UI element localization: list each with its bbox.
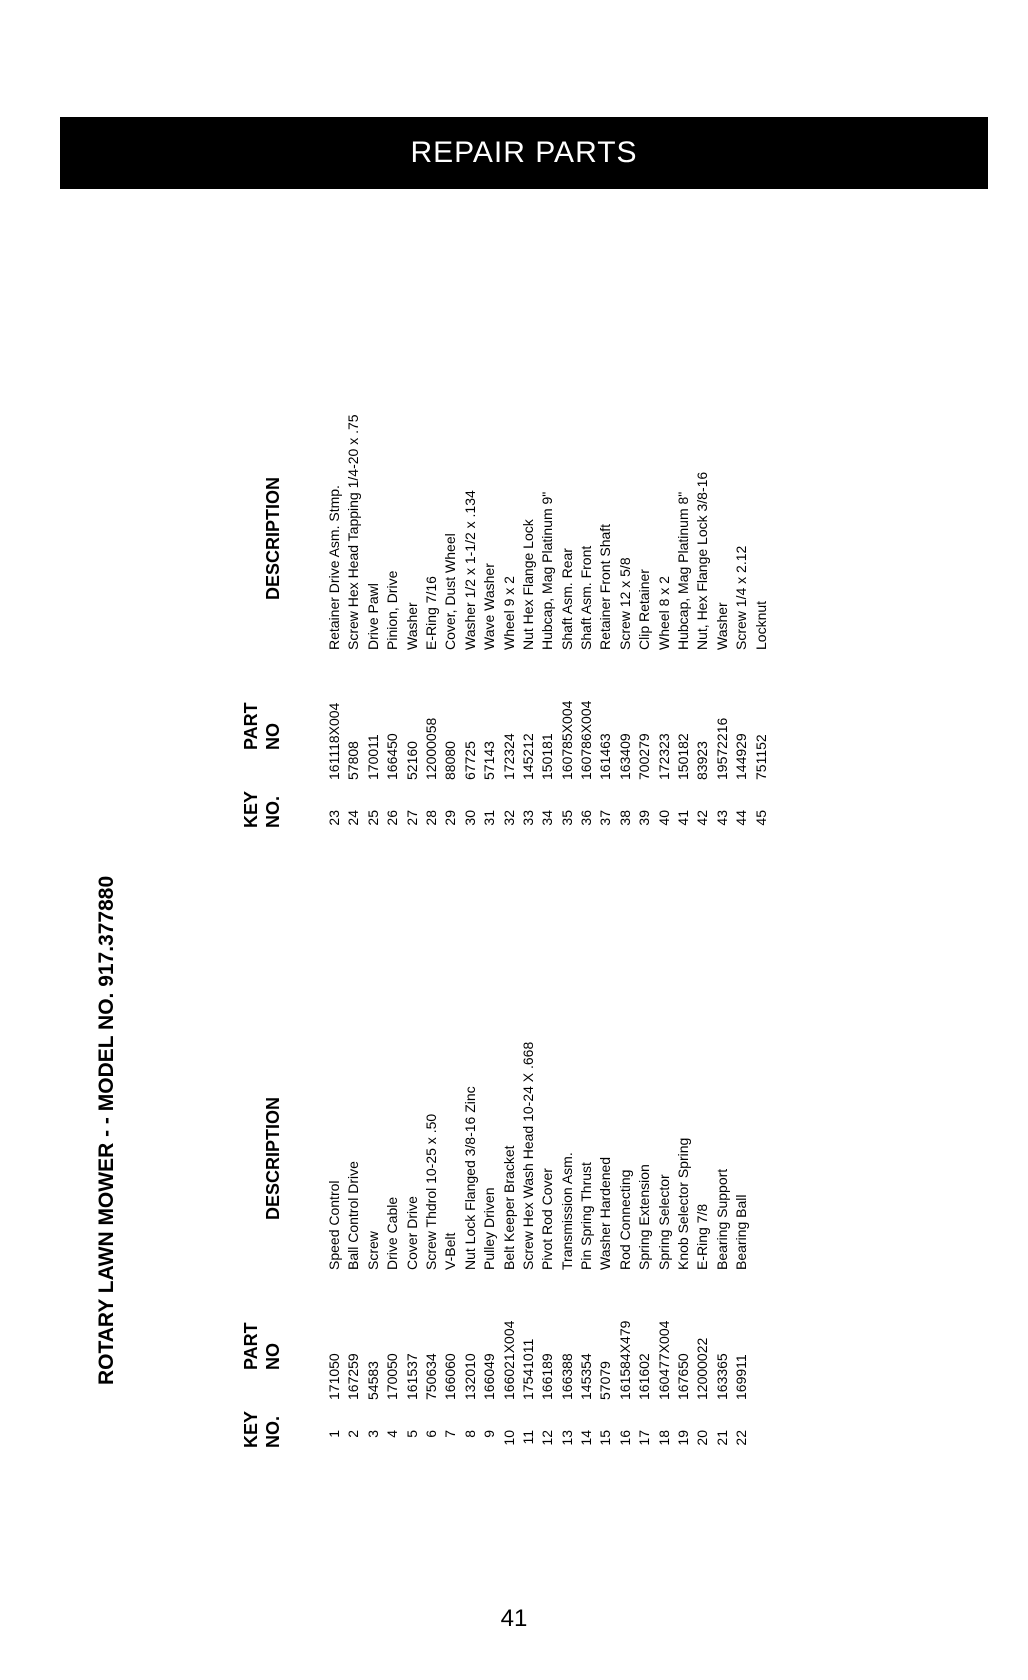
repair-parts-banner: REPAIR PARTS [60,117,988,189]
description-cell: Screw Thdrol 10-25 x .50 [422,1113,439,1270]
table-row [596,230,615,830]
key-cell: 15 [597,1430,614,1446]
part-number-cell: 166450 [384,733,401,780]
table-row [693,230,712,830]
key-cell: 24 [345,810,362,826]
key-cell: 11 [519,1430,536,1445]
description-cell: Wheel 9 x 2 [500,576,517,650]
part-number-cell: 57143 [481,741,498,780]
table-row [635,850,654,1450]
key-cell: 14 [578,1430,595,1446]
description-cell: Cover Drive [403,1196,420,1270]
key-cell: 34 [539,810,556,826]
part-number-cell: 751152 [752,734,769,780]
table-row [383,850,402,1450]
part-number-cell: 57079 [597,1361,614,1400]
description-cell: Rod Connecting [616,1169,633,1270]
description-cell: Retainer Front Shaft [597,523,614,650]
part-number-cell: 19572216 [713,717,730,780]
table-row [577,850,596,1450]
description-cell: Nut Hex Flange Lock [519,519,536,650]
part-number-cell: 163365 [713,1353,730,1400]
table-row [635,230,654,830]
table-row [422,850,441,1450]
part-number-cell: 83923 [694,741,711,780]
part-number-cell: 160785X004 [558,700,575,780]
description-cell: Bearing Support [713,1168,730,1270]
table-row [364,230,383,830]
description-cell: Washer [713,602,730,650]
table-row [655,850,674,1450]
table-row [674,850,693,1450]
table-row [480,230,499,830]
key-cell: 36 [578,810,595,826]
key-cell: 44 [733,810,750,826]
table-row [403,850,422,1450]
table-row [616,850,635,1450]
table-row [500,850,519,1450]
key-cell: 19 [675,1430,692,1446]
key-cell: 18 [655,1430,672,1446]
key-cell: 16 [616,1430,633,1446]
key-cell: 41 [675,810,692,826]
key-cell: 26 [384,810,401,826]
description-cell: Retainer Drive Asm. Stmp. [326,485,342,650]
description-cell: Pin Spring Thrust [578,1162,595,1270]
part-number-cell: 166388 [558,1353,575,1400]
description-cell: Washer Hardened [597,1156,614,1270]
part-number-cell: 145354 [578,1353,595,1400]
description-cell: Belt Keeper Bracket [500,1145,517,1270]
part-number-cell: 166060 [442,1353,459,1400]
table-row [461,850,480,1450]
part-number-cell: 160786X004 [578,700,595,780]
table-row [713,230,732,830]
header-part-1: PART [241,702,261,750]
table-row [500,230,519,830]
header-description: DESCRIPTION [263,476,283,600]
page-title: ROTARY LAWN MOWER - - MODEL NO. 917.377880 [95,875,118,1385]
rotated-parts-list [80,280,800,1480]
key-cell: 29 [442,810,459,826]
description-cell: E-Ring 7/8 [694,1203,711,1270]
description-cell: Speed Control [326,1180,342,1270]
part-number-cell: 161602 [636,1353,653,1400]
header-description: DESCRIPTION [263,1096,283,1220]
part-number-cell: 750634 [422,1353,439,1400]
description-cell: Screw Hex Wash Head 10-24 X .668 [519,1041,536,1270]
part-number-cell: 166021X004 [500,1320,517,1400]
table-row [577,230,596,830]
key-cell: 4 [384,1430,401,1438]
key-cell: 12 [539,1430,556,1446]
parts-rows-right [325,230,771,830]
table-row [519,230,538,830]
description-cell: Screw 12 x 5/8 [616,557,633,650]
description-cell: Locknut [752,600,769,650]
description-cell: Clip Retainer [636,569,653,650]
table-row [344,230,363,830]
key-cell: 38 [616,810,633,826]
key-cell: 37 [597,810,614,826]
key-cell: 17 [636,1430,653,1446]
header-key-2: NO. [263,795,283,828]
table-row [344,850,363,1450]
key-cell: 27 [403,810,420,826]
table-row [538,850,557,1450]
description-cell: Drive Pawl [364,583,381,650]
description-cell: Nut, Hex Flange Lock 3/8-16 [694,471,711,650]
header-key-1: KEY [241,790,261,828]
table-row [558,850,577,1450]
header-part-2: NO [263,1343,283,1370]
description-cell: Shaft Asm. Front [578,545,595,650]
key-cell: 8 [461,1430,478,1438]
key-cell: 43 [713,810,730,826]
key-cell: 45 [752,810,769,826]
part-number-cell: 700279 [636,733,653,780]
table-row [519,850,538,1450]
part-number-cell: 163409 [616,733,633,780]
key-cell: 28 [422,810,439,826]
table-row [596,850,615,1450]
part-number-cell: 167259 [345,1353,362,1400]
table-row [558,230,577,830]
key-cell: 30 [461,810,478,826]
key-cell: 10 [500,1430,517,1446]
table-row [480,850,499,1450]
part-number-cell: 161537 [403,1353,420,1400]
table-row [441,230,460,830]
key-cell: 1 [326,1430,342,1438]
key-cell: 23 [326,810,342,826]
part-number-cell: 144929 [733,733,750,780]
key-cell: 32 [500,810,517,826]
part-number-cell: 172323 [655,733,672,780]
parts-rows-left [325,850,752,1450]
part-number-cell: 170011 [364,734,381,780]
part-number-cell: 12000022 [694,1337,711,1400]
description-cell: Screw [364,1231,381,1270]
description-cell: Pinion, Drive [384,570,401,650]
description-cell: Bearing Ball [733,1194,750,1270]
description-cell: Washer [403,602,420,650]
table-row [403,230,422,830]
part-number-cell: 145212 [519,733,536,780]
part-number-cell: 161584X479 [616,1320,633,1400]
description-cell: Drive Cable [384,1196,401,1270]
part-number-cell: 150182 [675,733,692,780]
part-number-cell: 67725 [461,741,478,780]
header-key-1: KEY [241,1410,261,1448]
key-cell: 31 [481,810,498,826]
key-cell: 9 [481,1430,498,1438]
key-cell: 39 [636,810,653,826]
part-number-cell: 88080 [442,741,459,780]
table-row [616,230,635,830]
part-number-cell: 161118X004 [326,702,342,780]
table-row [752,230,771,830]
description-cell: Ball Control Drive [345,1161,362,1270]
part-number-cell: 160477X004 [655,1320,672,1400]
key-cell: 5 [403,1430,420,1438]
key-cell: 13 [558,1430,575,1446]
table-row [383,230,402,830]
description-cell: V-Belt [442,1232,459,1270]
description-cell: Wheel 8 x 2 [655,576,672,650]
part-number-cell: 57808 [345,741,362,780]
table-row [732,850,751,1450]
key-cell: 7 [442,1430,459,1438]
description-cell: Pivot Rod Cover [539,1168,556,1270]
description-cell: Washer 1/2 x 1-1/2 x .134 [461,490,478,650]
description-cell: Shaft Asm. Rear [558,548,575,650]
table-row [693,850,712,1450]
key-cell: 20 [694,1430,711,1446]
part-number-cell: 54583 [364,1361,381,1400]
description-cell: Cover, Dust Wheel [442,533,459,650]
part-number-cell: 170050 [384,1353,401,1400]
part-number-cell: 150181 [539,733,556,780]
part-number-cell: 166189 [539,1353,556,1400]
table-row [422,230,441,830]
description-cell: Wave Washer [481,563,498,650]
header-part-1: PART [241,1322,261,1370]
table-row [441,850,460,1450]
header-key-2: NO. [263,1415,283,1448]
description-cell: E-Ring 7/16 [422,576,439,650]
key-cell: 25 [364,810,381,826]
header-part-2: NO [263,723,283,750]
key-cell: 22 [733,1430,750,1446]
table-row [538,230,557,830]
description-cell: Nut Lock Flanged 3/8-16 Zinc [461,1086,478,1270]
key-cell: 3 [364,1430,381,1438]
part-number-cell: 52160 [403,741,420,780]
table-row [364,850,383,1450]
key-cell: 40 [655,810,672,826]
page-number: 41 [500,1605,528,1632]
description-cell: Hubcap, Mag Platinum 9" [539,491,556,650]
part-number-cell: 171050 [326,1353,342,1400]
description-cell: Screw Hex Head Tapping 1/4-20 x .75 [345,414,362,650]
description-cell: Hubcap, Mag Platinum 8" [675,491,692,650]
table-row [325,850,344,1450]
table-row [325,230,344,830]
description-cell: Screw 1/4 x 2.12 [733,545,750,650]
table-row [461,230,480,830]
part-number-cell: 17541011 [519,1338,536,1400]
part-number-cell: 166049 [481,1353,498,1400]
table-row [732,230,751,830]
part-number-cell: 12000058 [422,717,439,780]
table-row [655,230,674,830]
description-cell: Pulley Driven [481,1187,498,1270]
table-row [674,230,693,830]
part-number-cell: 161463 [597,733,614,780]
description-cell: Spring Selector [655,1174,672,1270]
part-number-cell: 132010 [461,1353,478,1400]
key-cell: 42 [694,810,711,826]
part-number-cell: 167650 [675,1353,692,1400]
key-cell: 21 [713,1430,730,1446]
table-row [713,850,732,1450]
part-number-cell: 172324 [500,733,517,780]
key-cell: 35 [558,810,575,826]
description-cell: Spring Extension [636,1164,653,1270]
description-cell: Knob Selector Spring [675,1137,692,1270]
part-number-cell: 169911 [733,1354,750,1400]
description-cell: Transmission Asm. [558,1152,575,1270]
key-cell: 6 [422,1430,439,1438]
key-cell: 33 [519,810,536,826]
key-cell: 2 [345,1430,362,1438]
